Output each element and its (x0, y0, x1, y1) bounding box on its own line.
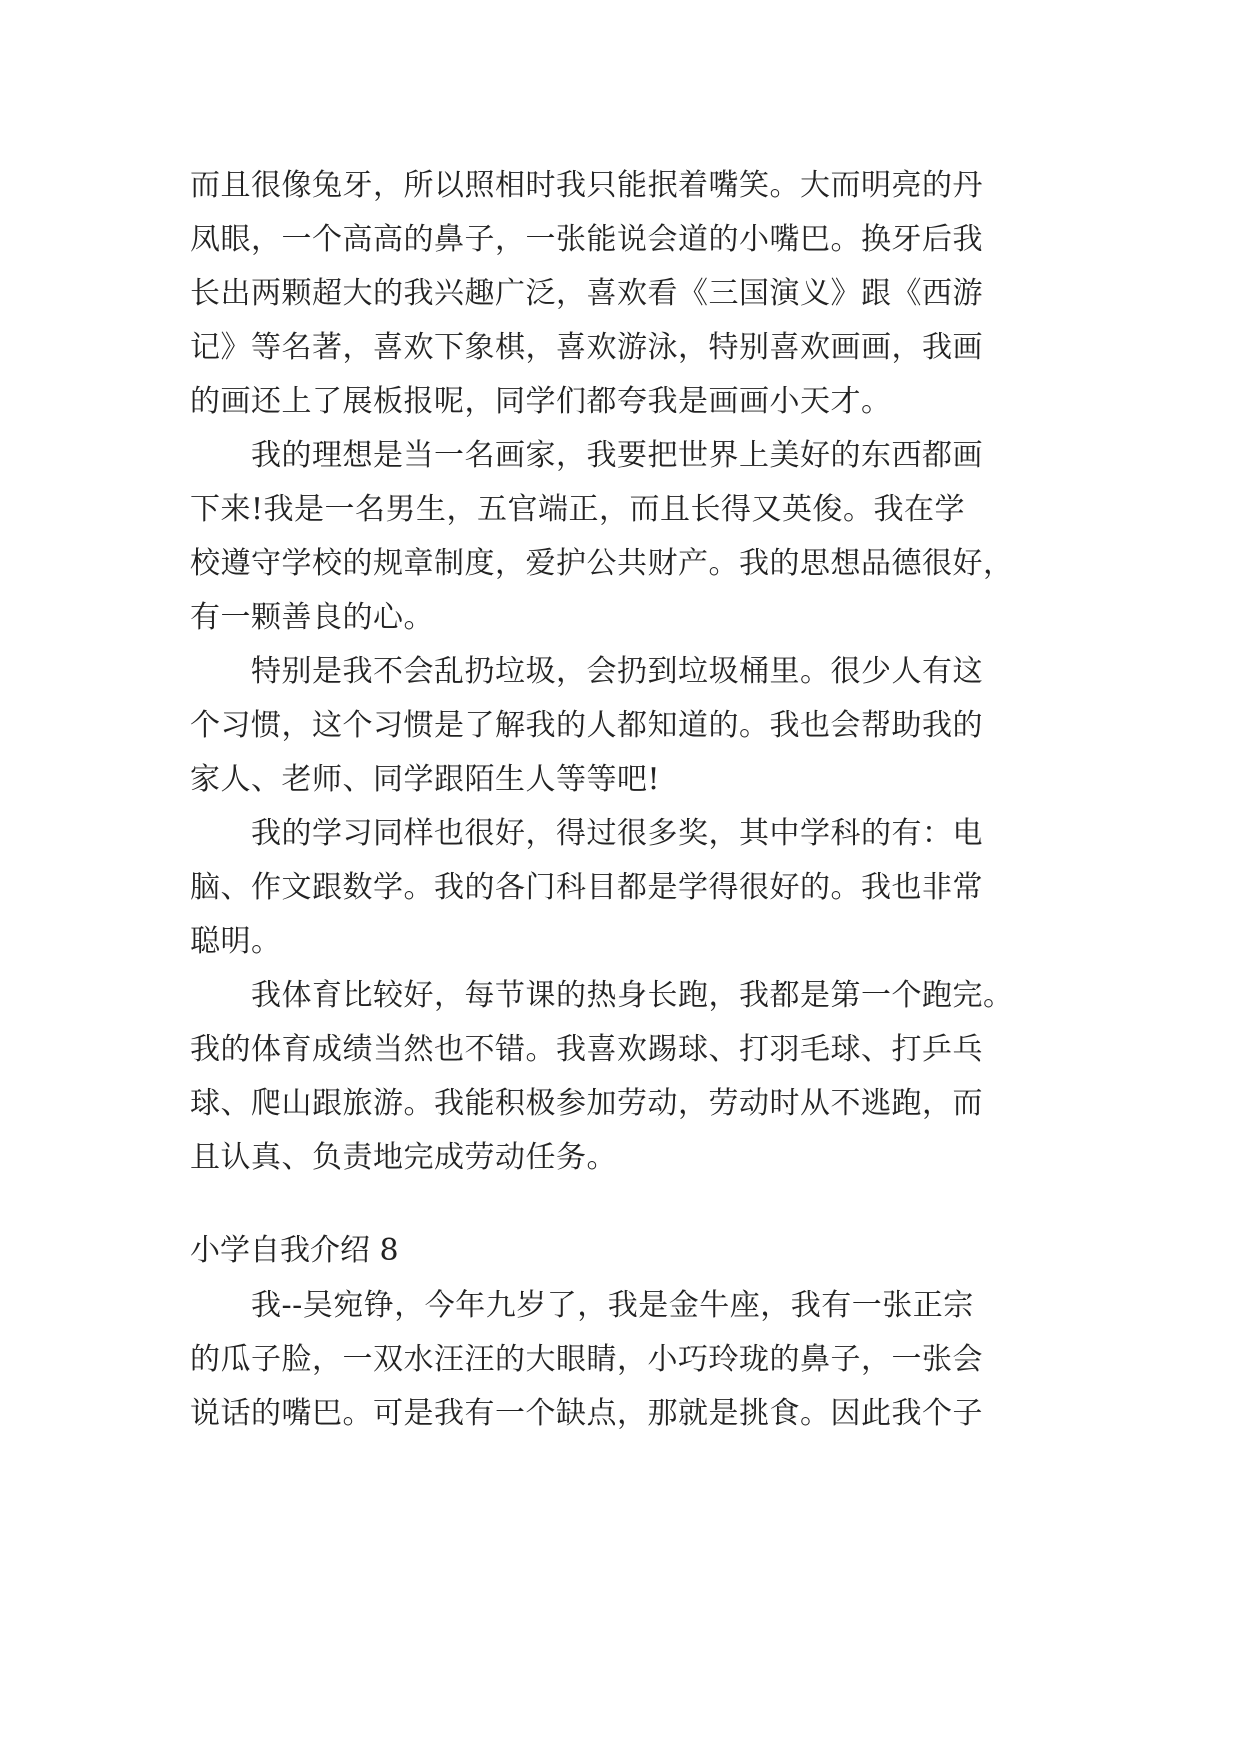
text-line: 校遵守学校的规章制度，爱护公共财产。我的思想品德很好， (190, 546, 1014, 581)
text-line: 凤眼，一个高高的鼻子，一张能说会道的小嘴巴。换牙后我 (190, 222, 983, 257)
text-line: 而且很像兔牙，所以照相时我只能抿着嘴笑。大而明亮的丹 (190, 168, 983, 203)
section-heading: 小学自我介绍 8 (190, 1233, 399, 1268)
text-line: 下来!我是一名男生，五官端正，而且长得又英俊。我在学 (190, 492, 966, 527)
paragraph (190, 969, 1070, 1185)
text-line: 我体育比较好，每节课的热身长跑，我都是第一个跑完。 (251, 978, 1014, 1013)
text-line: 且认真、负责地完成劳动任务。 (190, 1140, 617, 1175)
text-line: 说话的嘴巴。可是我有一个缺点，那就是挑食。因此我个子 (190, 1396, 983, 1431)
paragraph (190, 159, 1070, 429)
text-line: 我的理想是当一名画家，我要把世界上美好的东西都画 (251, 438, 983, 473)
text-line: 家人、老师、同学跟陌生人等等吧! (190, 762, 661, 797)
text-line: 特别是我不会乱扔垃圾，会扔到垃圾桶里。很少人有这 (251, 654, 983, 689)
text-line: 聪明。 (190, 924, 282, 959)
paragraph (190, 807, 1070, 969)
text-line: 我的体育成绩当然也不错。我喜欢踢球、打羽毛球、打乒乓 (190, 1032, 983, 1067)
paragraph (190, 1279, 1070, 1441)
paragraph (190, 645, 1070, 807)
text-line: 我的学习同样也很好，得过很多奖，其中学科的有：电 (251, 816, 983, 851)
text-line: 脑、作文跟数学。我的各门科目都是学得很好的。我也非常 (190, 870, 983, 905)
document-body (190, 159, 1070, 1441)
text-line: 记》等名著，喜欢下象棋，喜欢游泳，特别喜欢画画，我画 (190, 330, 983, 365)
text-line: 长出两颗超大的我兴趣广泛，喜欢看《三国演义》跟《西游 (190, 276, 983, 311)
text-line: 球、爬山跟旅游。我能积极参加劳动，劳动时从不逃跑，而 (190, 1086, 983, 1121)
section-spacer (190, 1185, 1070, 1223)
text-line: 的瓜子脸，一双水汪汪的大眼睛，小巧玲珑的鼻子，一张会 (190, 1342, 983, 1377)
text-line: 我--吴宛铮，今年九岁了，我是金牛座，我有一张正宗 (251, 1288, 974, 1323)
paragraph (190, 429, 1070, 645)
text-line: 有一颗善良的心。 (190, 600, 434, 635)
text-line: 个习惯，这个习惯是了解我的人都知道的。我也会帮助我的 (190, 708, 983, 743)
text-line: 的画还上了展板报呢，同学们都夸我是画画小天才。 (190, 384, 892, 419)
